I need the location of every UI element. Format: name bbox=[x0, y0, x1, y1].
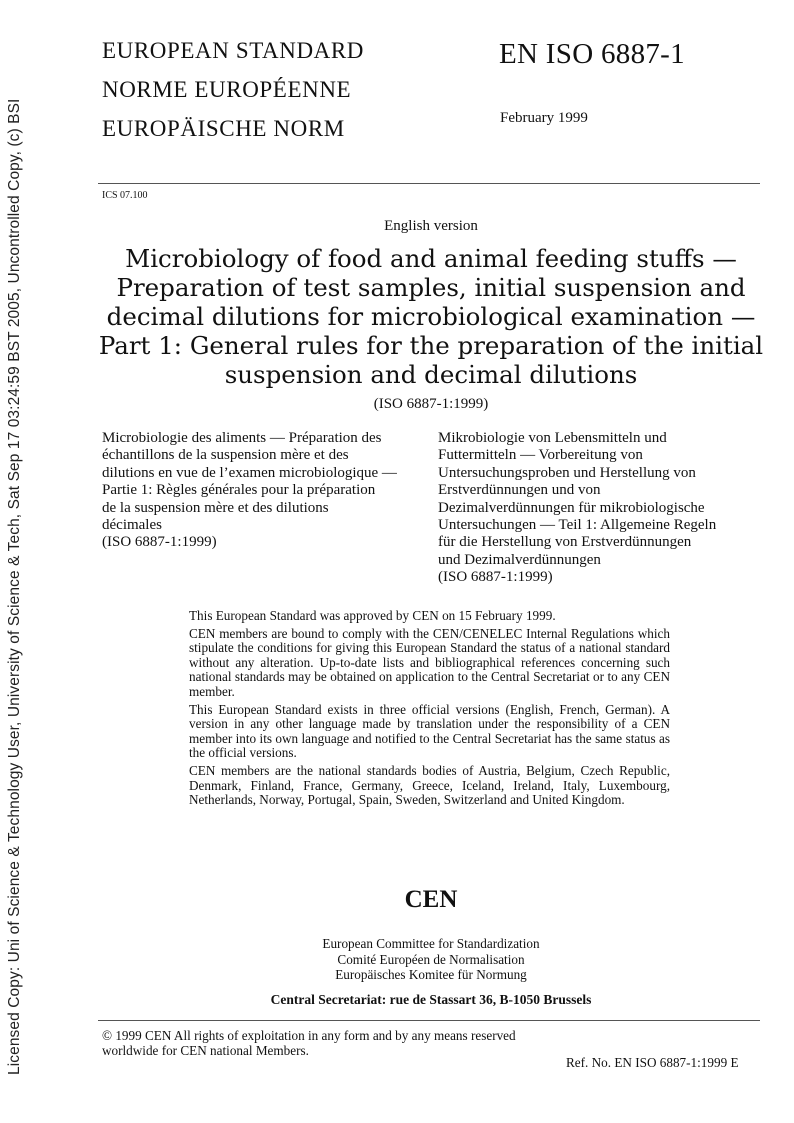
standard-name-english: EUROPEAN STANDARD bbox=[102, 38, 365, 63]
iso-reference: (ISO 6887-1:1999) bbox=[373, 396, 489, 412]
copyright-line: © 1999 CEN All rights of exploitation in any form and by any means reserved bbox=[102, 1028, 516, 1043]
copyright-notice bbox=[102, 1028, 622, 1058]
german-title-line: Dezimalverdünnungen für mikrobiologische bbox=[438, 499, 705, 516]
french-title-line: (ISO 6887-1:1999) bbox=[102, 534, 217, 551]
german-title-block bbox=[438, 430, 758, 587]
footer-divider bbox=[98, 1020, 760, 1021]
approval-paragraph: This European Standard exists in three official versions (English, French, German). A version in any other language made by translation under the responsibility of a CEN member into its own language and notified to the Central Secretariat has the same status as the official versions. bbox=[189, 701, 670, 761]
cen-name-line: Comité Européen de Normalisation bbox=[337, 951, 525, 967]
reference-number: Ref. No. EN ISO 6887-1:1999 E bbox=[566, 1055, 739, 1070]
french-title-line: Partie 1: Règles générales pour la préparation bbox=[102, 482, 376, 499]
approval-notice bbox=[189, 609, 670, 811]
french-title-line: dilutions en vue de l’examen microbiologique — bbox=[102, 464, 397, 481]
cen-name-line: European Committee for Standardization bbox=[322, 936, 540, 951]
cen-full-names bbox=[0, 936, 794, 983]
copyright-line: worldwide for CEN national Members. bbox=[102, 1043, 309, 1059]
title-line: Preparation of test samples, initial suspension and bbox=[116, 273, 746, 302]
german-title-line: Mikrobiologie von Lebensmitteln und bbox=[438, 430, 667, 446]
central-secretariat-address: Central Secretariat: rue de Stassart 36, B-1050 Brussels bbox=[270, 992, 592, 1007]
german-title-line: Futtermitteln — Vorbereitung von bbox=[438, 447, 643, 464]
german-title-line: Untersuchungen — Teil 1: Allgemeine Regeln bbox=[438, 517, 717, 534]
french-title-line: de la suspension mère et des dilutions bbox=[102, 499, 329, 516]
french-title-line: Microbiologie des aliments — Préparation des bbox=[102, 430, 382, 446]
french-title-line: décimales bbox=[102, 517, 162, 534]
cen-name-line: Europäisches Komitee für Normung bbox=[335, 967, 527, 982]
ics-code: ICS 07.100 bbox=[102, 190, 148, 201]
cen-logo-text: CEN bbox=[404, 886, 458, 913]
standard-name-german: EUROPÄISCHE NORM bbox=[102, 116, 345, 141]
title-line: decimal dilutions for microbiological examination — bbox=[106, 302, 756, 331]
approval-paragraph: CEN members are the national standards bodies of Austria, Belgium, Czech Republic, Denmark, Finland, France, Germany, Greece, Iceland, Ireland, Italy, Luxembourg, Netherlands, Norway, Portugal, Spain, Sweden, Switzerland and United Kingdom. bbox=[189, 762, 670, 808]
german-title-line: Erstverdünnungen und von bbox=[438, 482, 601, 499]
german-title-line: für die Herstellung von Erstverdünnungen bbox=[438, 534, 692, 551]
german-title-line: und Dezimalverdünnungen bbox=[438, 551, 601, 568]
approval-paragraph: This European Standard was approved by CEN on 15 February 1999. bbox=[189, 608, 556, 623]
header-divider bbox=[98, 183, 760, 184]
approval-paragraph: CEN members are bound to comply with the CEN/CENELEC Internal Regulations which stipulate the conditions for giving this European Standard the status of a national standard without any alteration. Up-to-date lists and bibliographical references concerning such national standards may be obtained on application to the Central Secretariat or to any CEN member. bbox=[189, 625, 670, 699]
language-version: English version bbox=[384, 218, 478, 234]
license-watermark: Licensed Copy: Uni of Science & Technology User, University of Science & Tech, Sat Sep 17 03:24:59 BST 2005, Uncontrolled Copy, (c) BSI bbox=[6, 98, 23, 1075]
publication-date: February 1999 bbox=[500, 110, 588, 126]
title-line: suspension and decimal dilutions bbox=[224, 360, 638, 389]
german-title-line: Untersuchungsproben und Herstellung von bbox=[438, 464, 696, 481]
standard-name-french: NORME EUROPÉENNE bbox=[102, 77, 352, 102]
title-line: Part 1: General rules for the preparation of the initial bbox=[98, 331, 764, 360]
german-title-line: (ISO 6887-1:1999) bbox=[438, 569, 553, 586]
french-title-block bbox=[102, 430, 420, 552]
french-title-line: échantillons de la suspension mère et des bbox=[102, 447, 349, 464]
title-line: Microbiology of food and animal feeding stuffs — bbox=[125, 244, 737, 273]
standard-number: EN ISO 6887-1 bbox=[499, 38, 685, 70]
document-title bbox=[98, 244, 764, 389]
